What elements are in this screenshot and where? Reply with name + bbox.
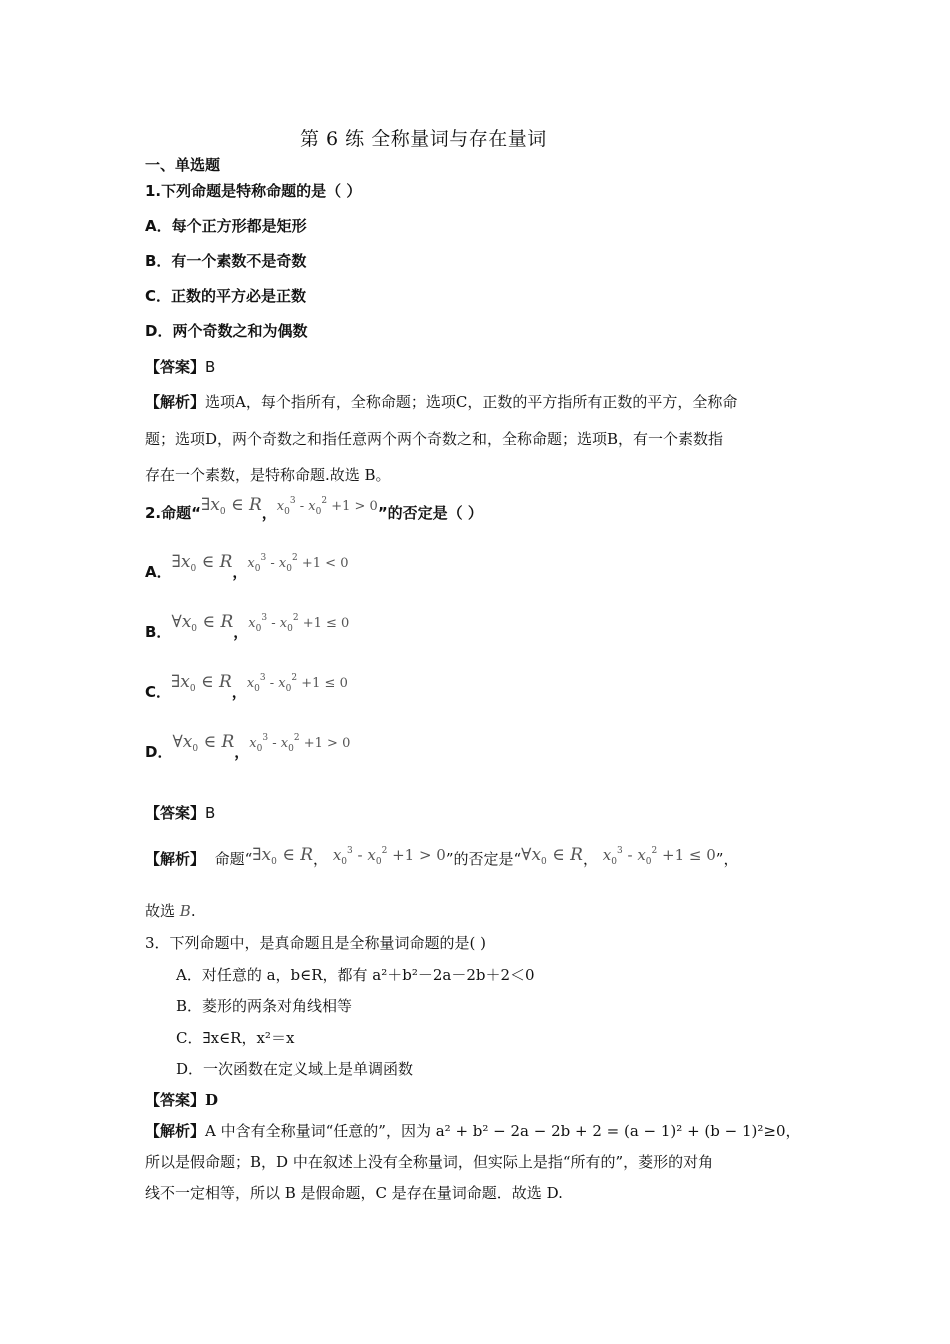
rhs: 0 (339, 676, 348, 691)
q1-analysis-line-1 (145, 391, 737, 412)
conclusion-var: B (179, 902, 191, 920)
q1-analysis-line-2: 题；选项D，两个奇数之和指任意两个两个奇数之和，全称命题；选项B，有一个素数指 (145, 430, 724, 448)
q2-stem-post: ”的否定是（ ） (377, 504, 483, 522)
quantifier: ∀ (171, 612, 182, 632)
q3-analysis-line-1 (145, 1120, 800, 1141)
analysis-label: 【解析】 (145, 393, 206, 411)
option-label: D． (145, 743, 173, 761)
q2-option-c: C．$\exists x_0$ ∈ R，$x_0^3 - x_0^2 +1 \le 0$ (145, 672, 348, 701)
q2-option-d: D．$\forall x_0$ ∈ R，$x_0^3 - x_0^2 +1 > 0$ (145, 732, 351, 761)
page-title: 第 6 练 全称量词与存在量词 (300, 128, 547, 150)
analysis-label: 【解析】 (145, 1122, 206, 1140)
q2-formula-ineq: $x_0^3 - x_0^2 +1 > 0$ (276, 496, 378, 517)
section-heading: 一、单选题 (145, 156, 221, 174)
option-label: B． (145, 623, 172, 641)
q1-option-d: D．两个奇数之和为偶数 (145, 322, 308, 340)
q1-stem: 1.下列命题是特称命题的是（ ） (145, 182, 362, 200)
q1-analysis-line-3: 存在一个素数，是特称命题.故选 B。 (145, 466, 391, 484)
q2-analysis: 【解析】 命题“$\exists x_0$ ∈ R， $x_0^3 - x_0^2 +1 > 0$”的否定是“$\forall x_0$ ∈ R， $x_0^3 - x_0^2 +1 \le 0$”， (145, 845, 739, 868)
q1-answer (145, 356, 215, 377)
q3-analysis-line-3: 线不一定相等，所以 B 是假命题，C 是存在量词命题．故选 D. (145, 1184, 563, 1202)
option-label: C． (145, 683, 172, 701)
analysis-text: A 中含有全称量词“任意的”，因为 a² + b² − 2a − 2b + 2 = (a − 1)² + (b − 1)²≥0， (205, 1122, 801, 1140)
q2-answer (145, 802, 215, 823)
q3-option-c: C．∃x∈R，x²＝x (176, 1029, 295, 1047)
answer-value: B (205, 358, 216, 376)
q3-stem: 3．下列命题中，是真命题且是全称量词命题的是( ) (145, 934, 487, 952)
rhs: 0 (342, 736, 351, 751)
q2-stem-pre: 2.命题“ (145, 504, 201, 522)
relation: ≤ (324, 676, 336, 691)
conclusion-text: 故选 (145, 902, 176, 920)
quantifier: ∃ (171, 552, 181, 572)
rhs: 0 (340, 556, 349, 571)
answer-label: 【答案】 (145, 1091, 206, 1109)
q3-option-a: A．对任意的 a，b∈R，都有 a²＋b²－2a－2b＋2＜0 (176, 966, 535, 984)
rhs: 0 (341, 616, 350, 631)
analysis-text: 命题“ (214, 850, 253, 868)
quantifier: ∀ (172, 732, 183, 752)
q3-option-b: B．菱形的两条对角线相等 (176, 997, 353, 1015)
q1-option-a: A．每个正方形都是矩形 (145, 217, 307, 235)
q2-formula: $\exists x_0$ ∈ R (201, 495, 262, 517)
relation: < (325, 556, 337, 571)
q1-option-c: C．正数的平方必是正数 (145, 287, 307, 305)
q2-option-b: B．$\forall x_0$ ∈ R，$x_0^3 - x_0^2 +1 \le 0$ (145, 612, 350, 641)
relation: > (327, 736, 338, 751)
quantifier: ∃ (171, 672, 181, 692)
analysis-label: 【解析】 (145, 850, 206, 868)
q3-answer (145, 1089, 218, 1110)
answer-label: 【答案】 (145, 804, 206, 822)
answer-value: D (205, 1091, 219, 1109)
option-label: A． (145, 563, 172, 581)
analysis-text: 选项A，每个指所有，全称命题；选项C，正数的平方指所有正数的平方，全称命 (205, 393, 738, 411)
q2-stem: 2.命题“$\exists x_0$ ∈ R，$x_0^3 - x_0^2 +1 > 0$”的否定是（ ） (145, 495, 483, 522)
q1-option-b: B．有一个素数不是奇数 (145, 252, 307, 270)
q2-conclusion (145, 900, 196, 921)
answer-label: 【答案】 (145, 358, 206, 376)
answer-value: B (205, 804, 216, 822)
q3-option-d: D．一次函数在定义域上是单调函数 (176, 1060, 414, 1078)
conclusion-dot: . (190, 902, 196, 920)
q2-option-a: A．$\exists x_0$ ∈ R，$x_0^3 - x_0^2 +1 < 0$ (145, 552, 349, 581)
analysis-text: ”的否定是“ (445, 850, 522, 868)
analysis-text: ”， (715, 850, 739, 868)
relation: ≤ (326, 616, 337, 631)
q3-analysis-line-2: 所以是假命题；B，D 中在叙述上没有全称量词，但实际上是指“所有的”，菱形的对角 (145, 1153, 714, 1171)
